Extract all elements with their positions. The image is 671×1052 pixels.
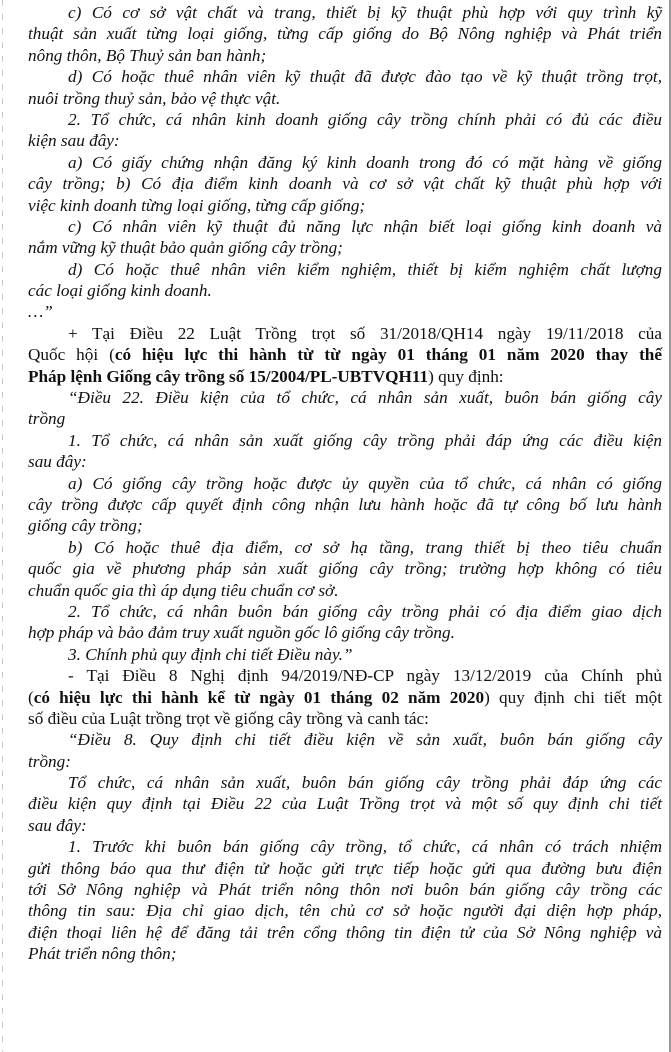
text-line: điện thoại liên hệ để đăng tải trên cổng thông tin điện tử của Sở Nông nghiệp và [28,922,662,942]
text-line [28,344,662,365]
quoted-article-22 [28,387,662,665]
text-line: thuật sản xuất từng loại giống, từng cấp giống do Bộ Nông nghiệp và Phát triển [28,24,662,44]
text-line: kiện sau đây: [28,131,120,151]
text-line: d) Có hoặc thuê nhân viên kiểm nghiệm, thiết bị kiểm nghiệm chất lượng [68,259,662,279]
text-line: Phát triển nông thôn; [28,944,177,964]
text-line: c) Có nhân viên kỹ thuật đủ năng lực nhận biết loại giống kinh doanh và [68,216,662,236]
text-line: tới Sở Nông nghiệp và Phát triển nông thôn nơi buôn bán giống cây trồng các [28,880,662,900]
text-span: ( [28,687,34,707]
paragraph-dieu22-intro [28,323,662,387]
text-line: việc kinh doanh từng loại giống, từng cấp giống; [28,195,366,215]
text-line: “Điều 8. Quy định chi tiết điều kiện về sản xuất, buôn bán giống cây [68,730,662,750]
text-line: 1. Tổ chức, cá nhân sản xuất giống cây trồng phải đáp ứng các điều kiện [68,430,662,450]
text-line: b) Có hoặc thuê địa điểm, cơ sở hạ tầng, trang thiết bị theo tiêu chuẩn [68,537,662,557]
text-line: …” [28,302,53,322]
text-line: 2. Tổ chức, cá nhân kinh doanh giống cây trồng chính phải có đủ các điều [68,109,662,129]
text-line: chuẩn quốc gia thì áp dụng tiêu chuẩn cơ sở. [28,580,339,600]
quoted-article-8 [28,729,662,964]
text-span: ) quy định: [428,366,504,386]
document-body [28,2,662,965]
text-line [28,366,662,387]
text-line: điều kiện quy định tại Điều 22 của Luật Trồng trọt và một số quy định chi tiết [28,794,662,814]
text-line: “Điều 22. Điều kiện của tổ chức, cá nhân sản xuất, buôn bán giống cây [68,388,662,408]
text-line: 1. Trước khi buôn bán giống cây trồng, tổ chức, cá nhân có trách nhiệm [68,837,662,857]
text-line: nuôi trồng thuỷ sản, bảo vệ thực vật. [28,88,281,108]
text-line: 2. Tổ chức, cá nhân buôn bán giống cây trồng phải có địa điểm giao dịch [68,601,662,621]
text-span: ) quy định chi tiết một [484,687,662,707]
text-line: gửi thông báo qua thư điện tử hoặc gửi trực tiếp hoặc gửi qua đường bưu điện [28,858,662,878]
text-line: a) Có giấy chứng nhận đăng ký kinh doanh trong đó có mặt hàng về giống [68,152,662,172]
text-line: a) Có giống cây trồng hoặc được ủy quyền của tổ chức, cá nhân có giống [68,473,662,493]
text-line: cây trồng được cấp quyết định công nhận lưu hành hoặc đã tự công bố lưu hành [28,494,662,514]
text-line: nắm vững kỹ thuật bảo quản giống cây trồng; [28,238,343,258]
text-line: hợp pháp và bảo đảm truy xuất nguồn gốc lô giống cây trồng. [28,623,455,643]
text-line: sau đây: [28,452,87,472]
text-line: giống cây trồng; [28,516,143,536]
text-line: trồng [28,409,66,429]
text-line: c) Có cơ sở vật chất và trang, thiết bị kỹ thuật phù hợp với quy trình kỹ [68,3,662,22]
text-line: 3. Chính phủ quy định chi tiết Điều này.” [68,644,353,664]
text-line: d) Có hoặc thuê nhân viên kỹ thuật đã được đào tạo về kỹ thuật trồng trọt, [68,67,662,87]
text-line: các loại giống kinh doanh. [28,281,212,301]
text-line: trồng: [28,751,71,771]
text-line [28,687,662,708]
text-line: sau đây: [28,815,87,835]
text-line: quốc gia về phương pháp sản xuất giống cây trồng; trường hợp không có tiêu [28,559,662,579]
text-line: Tổ chức, cá nhân sản xuất, buôn bán giống cây trồng phải đáp ứng các [68,773,662,793]
quoted-regulation-continuation [28,2,662,323]
bold-text: có hiệu lực thi hành kể từ ngày 01 tháng 02 năm 2020 [33,687,485,707]
text-line: cây trồng; b) Có địa điểm kinh doanh và cơ sở vật chất kỹ thuật phù hợp với [28,174,662,194]
paragraph-dieu8-intro [28,665,662,729]
text-span: Quốc hội ( [28,345,115,365]
text-line: + Tại Điều 22 Luật Trồng trọt số 31/2018/QH14 ngày 19/11/2018 của [68,323,662,343]
text-line: - Tại Điều 8 Nghị định 94/2019/NĐ-CP ngày 13/12/2019 của Chính phủ [68,666,662,686]
bold-text: có hiệu lực thi hành từ từ ngày 01 tháng 01 năm 2020 thay thế [114,345,662,365]
bold-text: Pháp lệnh Giống cây trồng số 15/2004/PL-UBTVQH11 [28,366,429,386]
text-line: số điều của Luật trồng trọt về giống cây trồng và canh tác: [28,708,429,728]
scan-left-edge [2,0,3,1052]
text-line: thông tin sau: Địa chỉ giao dịch, tên chủ cơ sở hoặc người đại diện hợp pháp, [28,901,662,921]
text-line: nông thôn, Bộ Thuỷ sản ban hành; [28,45,267,65]
